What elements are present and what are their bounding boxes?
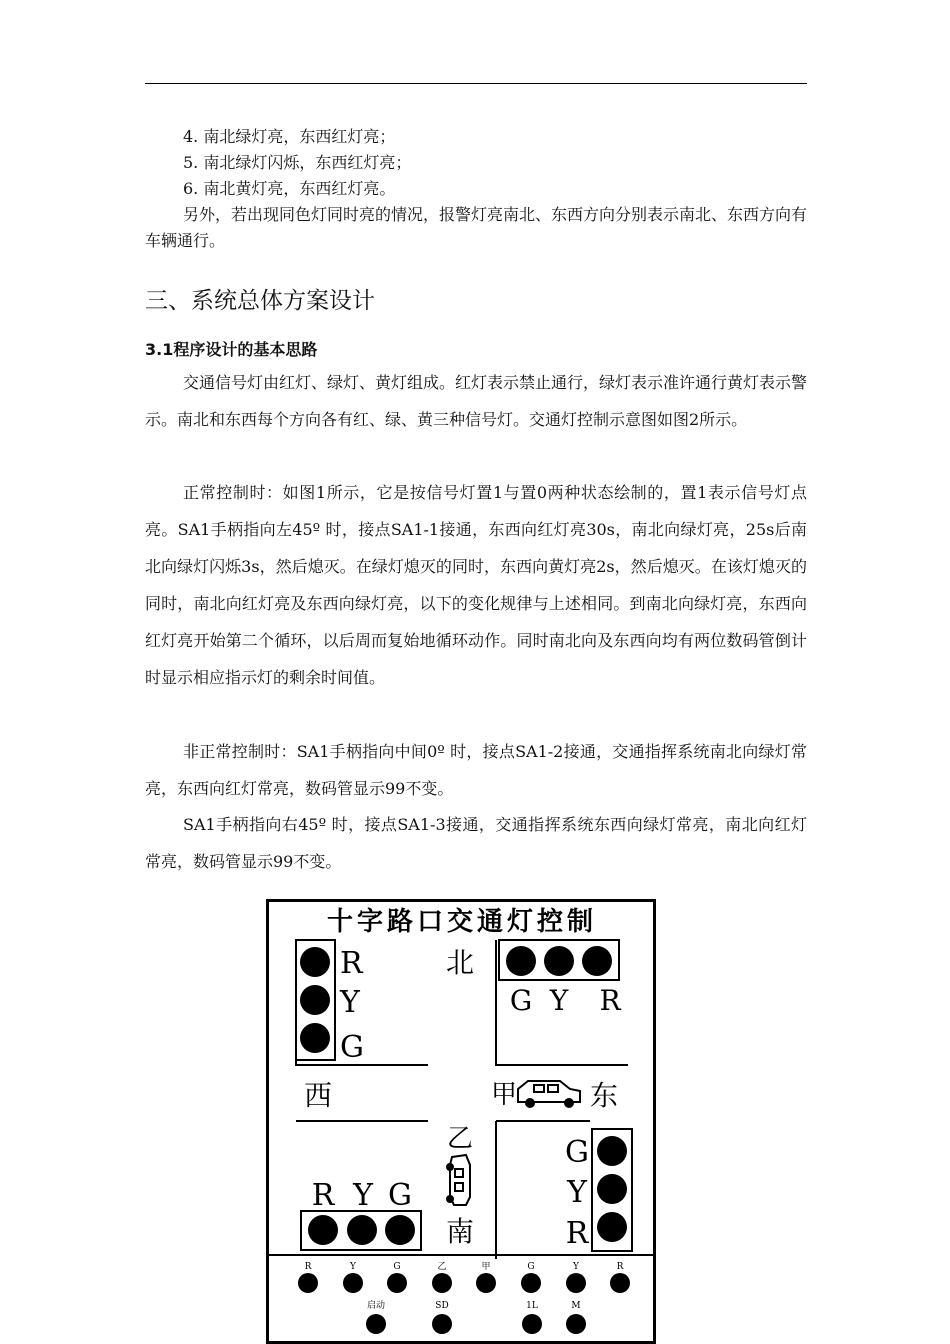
ne-green-light xyxy=(506,946,536,976)
ne-light-group xyxy=(499,940,621,1017)
list-item: 4. 南北绿灯亮，东西红灯亮； xyxy=(183,127,396,146)
subsection-title: 3.1程序设计的基本思路 xyxy=(145,340,318,359)
nw-letter: G xyxy=(340,1030,364,1065)
se-letter: R xyxy=(565,1216,589,1251)
panel-indicator-light xyxy=(566,1273,586,1293)
paragraph-normal-control: 正常控制时：如图1所示，它是按信号灯置1与置0两种状态绘制的，置1表示信号灯点亮。SA1手柄指向左45º 时，接点SA1-1接通，东西向红灯亮30s，南北向绿灯亮，25s后南北向绿灯闪烁3s，然后熄灭。在绿灯熄灭的同时，东西向黄灯亮2s，然后熄灭。在该灯熄灭的同时，南北向红灯亮及东西向绿灯亮，以下的变化规律与上述相同。到南北向绿灯亮，东西向红灯亮开始第二个循环，以后周而复始地循环动作。同时南北向及东西向均有两位数码管倒计时显示相应指示灯的剩余时间值。 xyxy=(145,483,807,687)
paragraph-right-position: SA1手柄指向右45º 时，接点SA1-3接通，交通指挥系统东西向绿灯常亮，南北向红灯常亮，数码管显示99不变。 xyxy=(145,815,807,871)
panel-top-label: G xyxy=(527,1262,535,1272)
se-yellow-light xyxy=(597,1174,627,1204)
car-yi-icon xyxy=(447,1155,470,1205)
panel-indicator-light xyxy=(476,1273,496,1293)
nw-red-light xyxy=(300,947,330,977)
nw-yellow-light xyxy=(300,985,330,1015)
figure-title: 十字路口交通灯控制 xyxy=(326,907,598,937)
nw-letter: Y xyxy=(340,985,360,1020)
sw-red-light xyxy=(308,1215,338,1245)
ne-letter: R xyxy=(599,984,621,1017)
sw-yellow-light xyxy=(347,1215,377,1245)
panel-top-label: Y xyxy=(573,1262,579,1272)
panel-indicator-light xyxy=(387,1273,407,1293)
numbered-list xyxy=(183,124,411,202)
panel-indicator-light xyxy=(343,1273,363,1293)
south-label: 南 xyxy=(445,1215,475,1248)
panel-top-label: Y xyxy=(350,1262,356,1272)
ne-yellow-light xyxy=(544,946,574,976)
se-letter: G xyxy=(565,1135,589,1170)
panel-button-label: 启动 xyxy=(366,1301,386,1311)
panel-button-label: SD xyxy=(435,1301,449,1311)
panel-top-label: R xyxy=(304,1262,312,1272)
list-item: 5. 南北绿灯闪烁，东西红灯亮； xyxy=(183,153,412,172)
se-letter: Y xyxy=(567,1175,587,1210)
paragraph-alarm: 另外，若出现同色灯同时亮的情况，报警灯亮南北、东西方向分别表示南北、东西方向有车辆通行。 xyxy=(145,205,808,250)
car-jia-icon xyxy=(518,1081,580,1107)
paragraph-signal-intro: 交通信号灯由红灯、绿灯、黄灯组成。红灯表示禁止通行，绿灯表示准许通行黄灯表示警示。南北和东西每个方向各有红、绿、黄三种信号灯。交通灯控制示意图如图2所示。 xyxy=(145,373,808,429)
se-red-light xyxy=(597,1212,627,1242)
sd-button xyxy=(432,1314,452,1334)
panel-top-label: G xyxy=(393,1262,401,1272)
1l-button xyxy=(522,1314,542,1334)
m-button xyxy=(566,1314,586,1334)
nw-light-group xyxy=(296,940,364,1065)
car-yi-label: 乙 xyxy=(446,1124,474,1154)
se-light-group xyxy=(565,1129,632,1251)
panel-indicator-light xyxy=(432,1273,452,1293)
west-label: 西 xyxy=(303,1079,333,1112)
ne-red-light xyxy=(582,946,612,976)
nw-green-light xyxy=(300,1023,330,1053)
sw-letter: R xyxy=(311,1178,335,1213)
panel-top-label: 乙 xyxy=(437,1262,447,1272)
panel-button-label: M xyxy=(571,1301,581,1311)
nw-letter: R xyxy=(340,946,363,981)
se-green-light xyxy=(597,1136,627,1166)
car-jia-label: 甲 xyxy=(490,1080,518,1110)
sw-letter: G xyxy=(388,1178,412,1213)
sw-green-light xyxy=(385,1215,415,1245)
list-item: 6. 南北黄灯亮，东西红灯亮。 xyxy=(183,179,396,198)
ne-letter: Y xyxy=(549,984,569,1017)
panel-indicator-light xyxy=(610,1273,630,1293)
panel-buttons xyxy=(366,1299,586,1334)
paragraph-abnormal-control: 非正常控制时：SA1手柄指向中间0º 时，接点SA1-2接通，交通指挥系统南北向绿灯常亮，东西向红灯常亮，数码管显示99不变。 xyxy=(145,742,807,798)
panel-top-label: R xyxy=(616,1262,624,1272)
north-label: 北 xyxy=(445,946,475,979)
panel-button-label: 1L xyxy=(526,1301,538,1311)
start-button xyxy=(366,1314,386,1334)
panel-indicator-light xyxy=(298,1273,318,1293)
traffic-light-figure xyxy=(266,899,658,1344)
east-label: 东 xyxy=(589,1079,619,1112)
ne-letter: G xyxy=(509,984,533,1017)
section-title: 三、系统总体方案设计 xyxy=(145,288,375,314)
panel-indicators xyxy=(298,1261,630,1293)
sw-letter: Y xyxy=(353,1178,373,1213)
header-rule xyxy=(145,83,807,84)
panel-indicator-light xyxy=(521,1273,541,1293)
panel-top-label: 甲 xyxy=(481,1262,491,1272)
sw-light-group xyxy=(301,1178,421,1250)
